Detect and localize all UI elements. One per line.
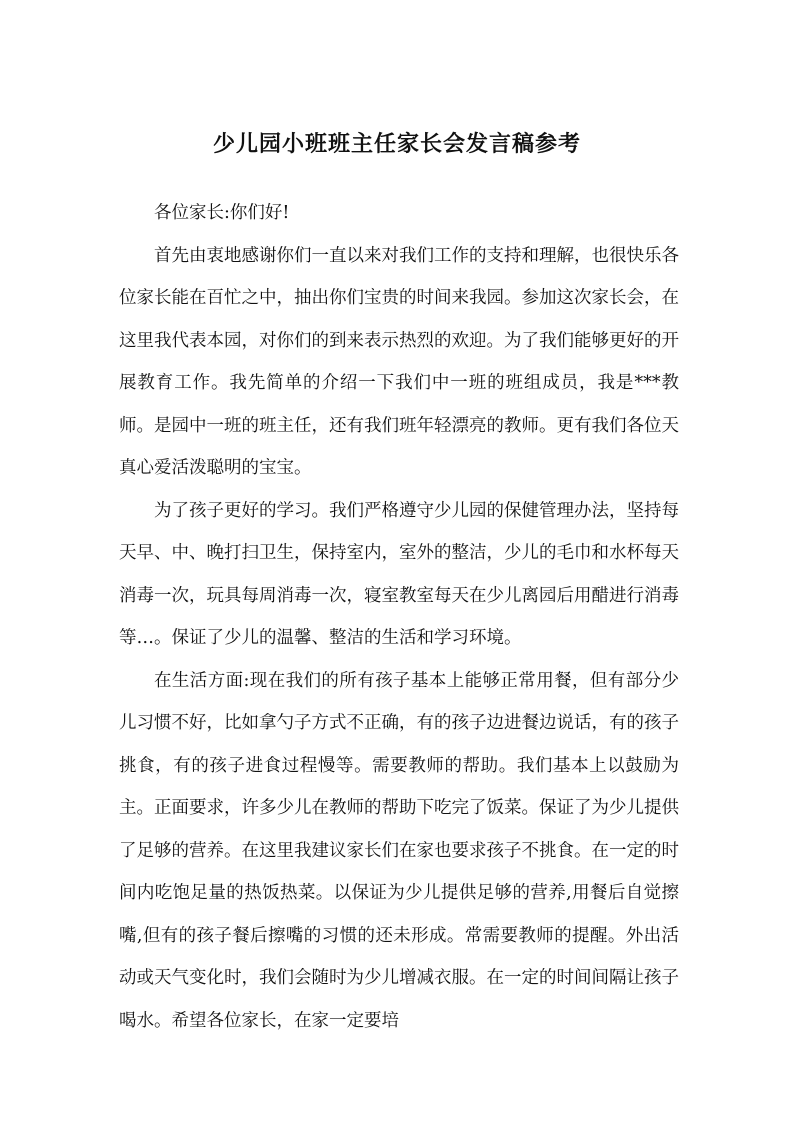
greeting-line: 各位家长:你们好! (154, 203, 290, 223)
paragraph-hygiene: 为了孩子更好的学习。我们严格遵守少儿园的保健管理办法，坚持每天早、中、晚打扫卫生，保持室内，室外的整洁，少儿的毛巾和水杯每天消毒一次，玩具每周消毒一次，寝室教室每天在少儿离园后用醋进行消毒等…。保证了少儿的温馨、整洁的生活和学习环境。 (119, 500, 679, 648)
document-body (119, 192, 679, 1042)
paragraph-daily-life: 在生活方面:现在我们的所有孩子基本上能够正常用餐，但有部分少儿习惯不好，比如拿勺子方式不正确，有的孩子边进餐边说话，有的孩子挑食，有的孩子进食过程慢等。需要教师的帮助。我们基本上以鼓励为主。正面要求，许多少儿在教师的帮助下吃完了饭菜。保证了为少儿提供了足够的营养。在这里我建议家长们在家也要求孩子不挑食。在一定的时间内吃饱足量的热饭热菜。以保证为少儿提供足够的营养,用餐后自觉擦嘴,但有的孩子餐后擦嘴的习惯的还未形成。常需要教师的提醒。外出活动或天气变化时，我们会随时为少儿增减衣服。在一定的时间间隔让孩子喝水。希望各位家长，在家一定要培 (119, 670, 679, 1031)
document-title: 少儿园小班班主任家长会发言稿参考 (212, 131, 581, 157)
paragraph-intro: 首先由衷地感谢你们一直以来对我们工作的支持和理解，也很快乐各位家长能在百忙之中，抽出你们宝贵的时间来我园。参加这次家长会，在这里我代表本园，对你们的到来表示热烈的欢迎。为了我们能够更好的开展教育工作。我先简单的介绍一下我们中一班的班组成员，我是***教师。是园中一班的班主任，还有我们班年轻漂亮的教师。更有我们各位天真心爱活泼聪明的宝宝。 (119, 245, 679, 478)
